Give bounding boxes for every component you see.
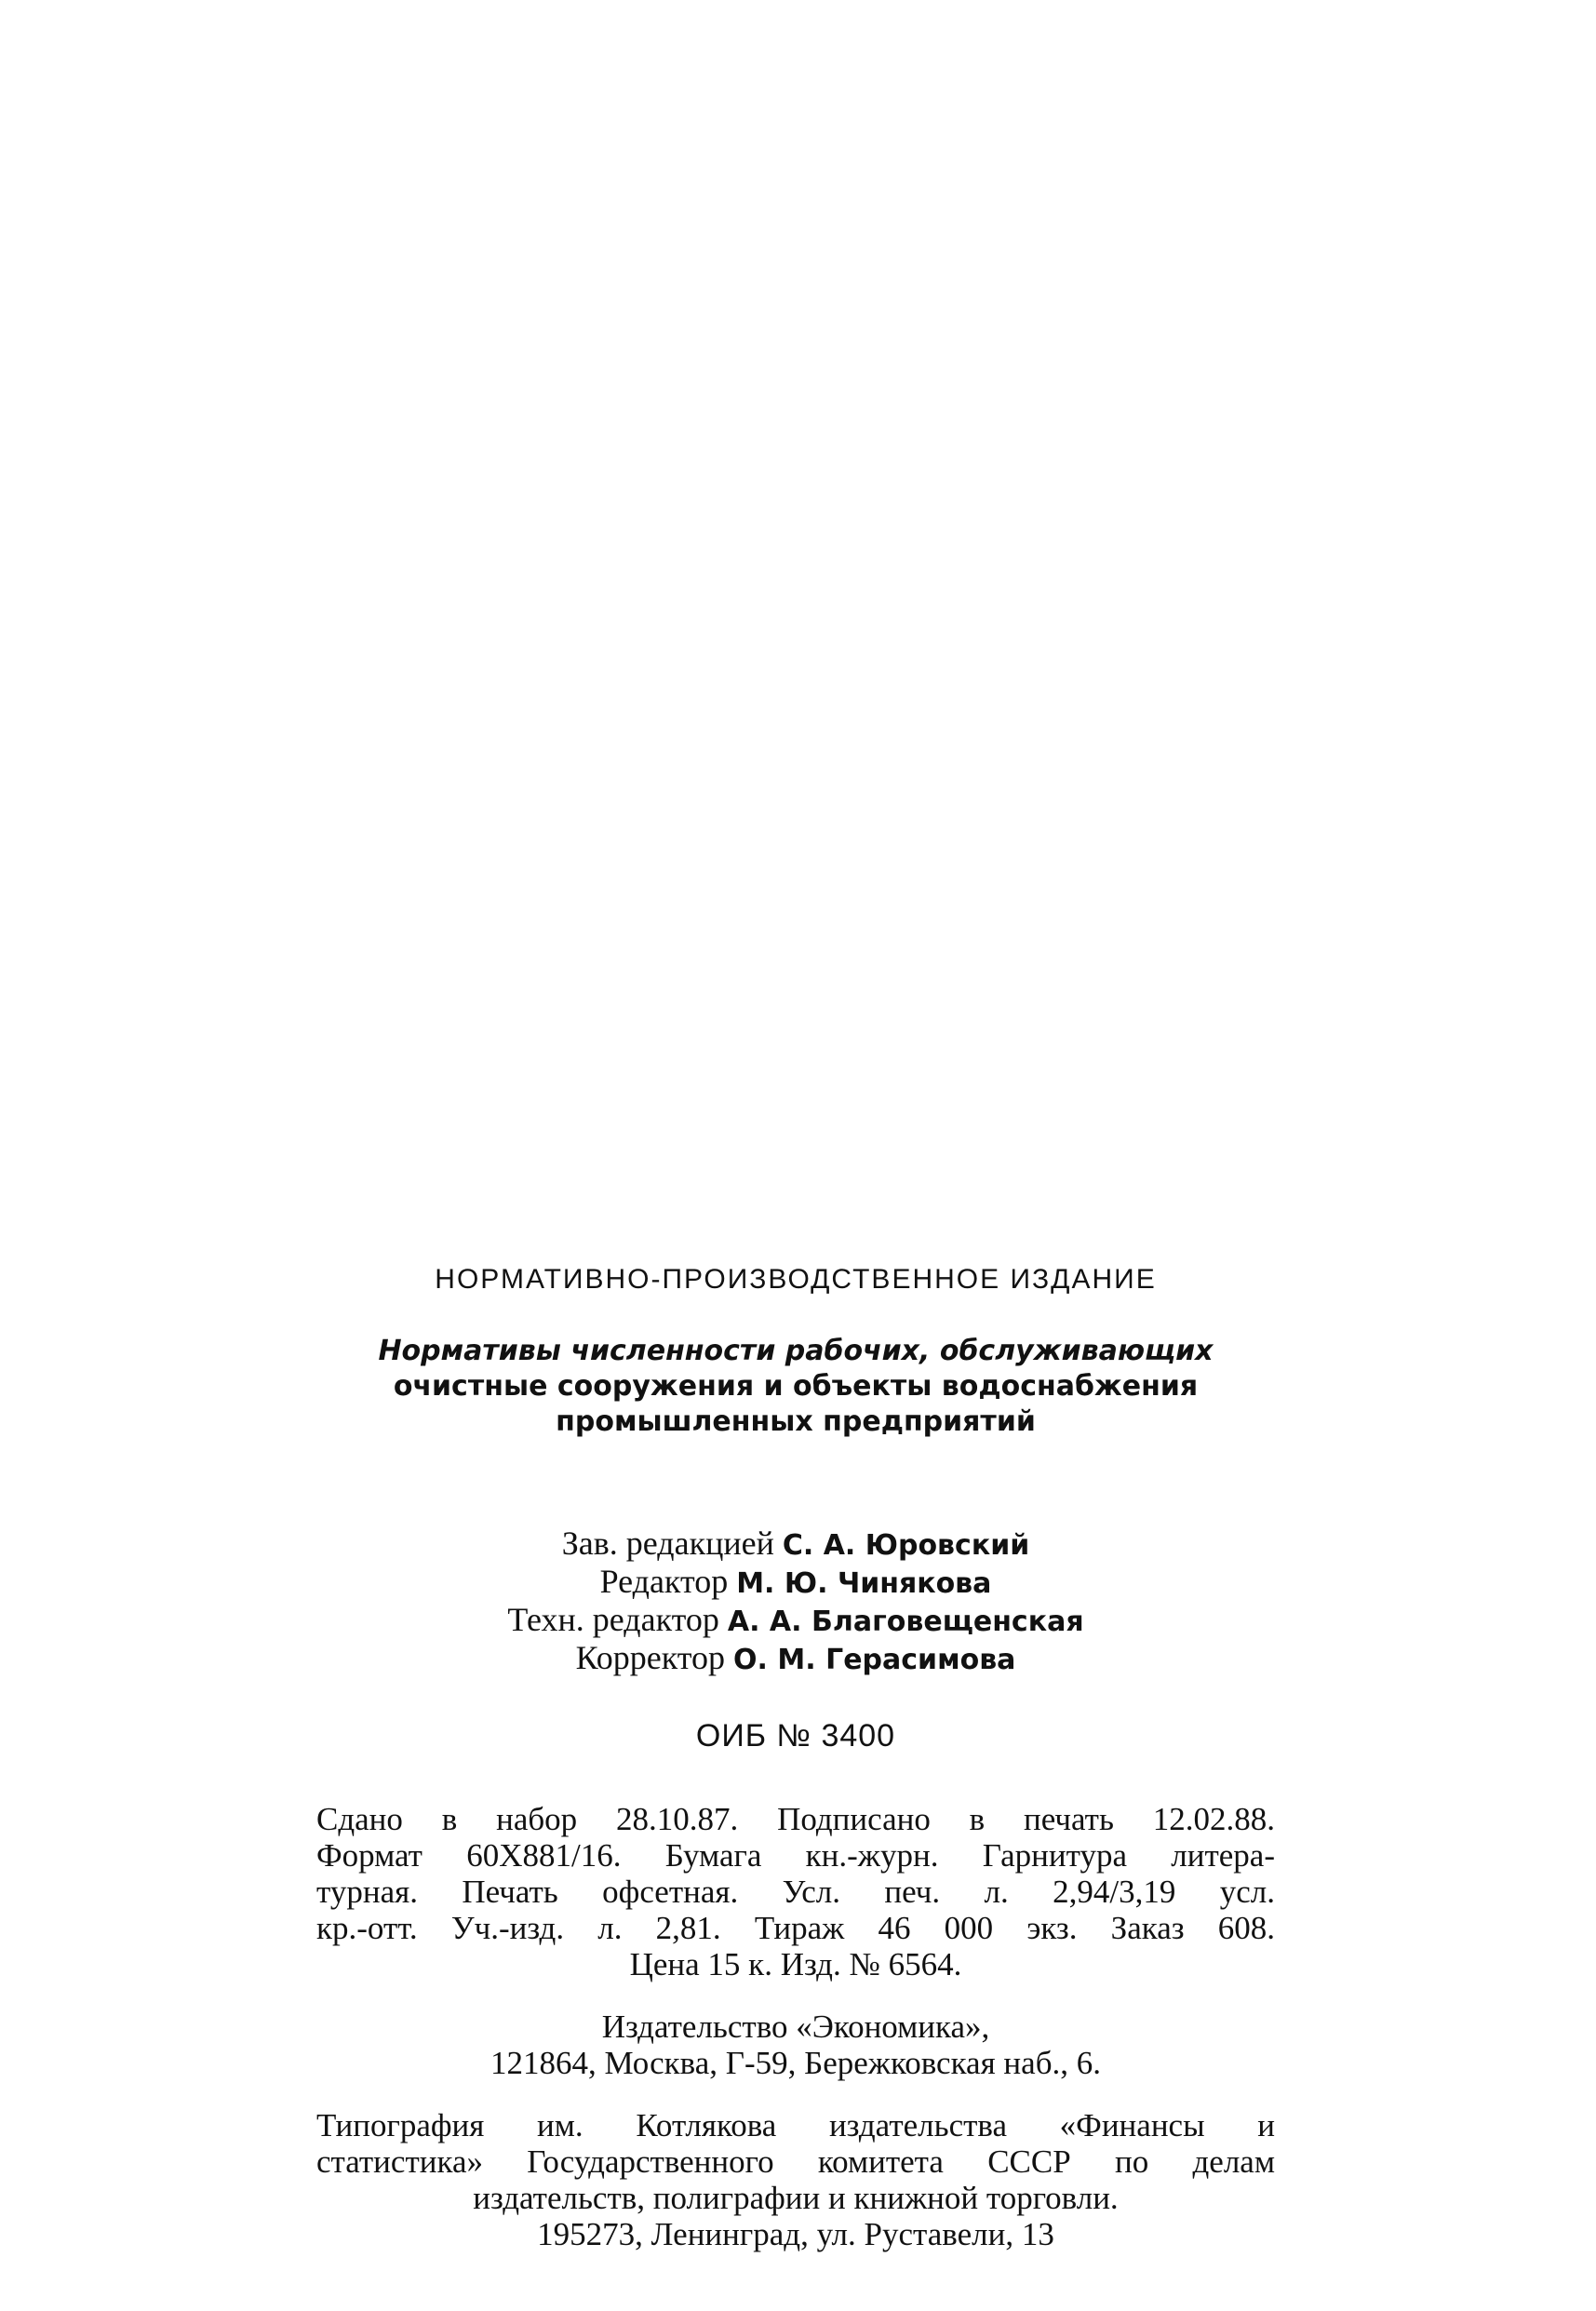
publisher-info <box>316 2009 1275 2081</box>
book-title <box>316 1334 1275 1440</box>
publisher-line: Издательство «Экономика», <box>601 2009 990 2045</box>
staff-line-tech-editor <box>316 1602 1275 1640</box>
printing-house-line: издательств, полиграфии и книжной торговли. <box>473 2180 1119 2216</box>
editorial-staff <box>316 1525 1275 1678</box>
printing-house-line: статистика» Государственного комитета СССР по делам <box>316 2143 1275 2180</box>
publisher-line: 121864, Москва, Г-59, Бережковская наб., 6. <box>490 2045 1101 2081</box>
book-title-line: Нормативы численности рабочих, обслуживающих <box>378 1335 1214 1367</box>
print-details-line: турная. Печать офсетная. Усл. печ. л. 2,94/3,19 усл. <box>316 1874 1275 1910</box>
staff-name: М. Ю. Чинякова <box>736 1567 992 1600</box>
staff-role: Техн. редактор <box>507 1601 719 1638</box>
staff-name: С. А. Юровский <box>782 1529 1030 1562</box>
staff-role: Корректор <box>575 1639 726 1676</box>
staff-line-proofreader <box>316 1640 1275 1678</box>
staff-role: Зав. редакцией <box>561 1525 774 1562</box>
staff-line-editor <box>316 1564 1275 1602</box>
staff-name: О. М. Герасимова <box>733 1644 1016 1676</box>
staff-name: А. А. Благовещенская <box>727 1606 1084 1638</box>
printing-house-line: Типография им. Котлякова издательства «Финансы и <box>316 2107 1275 2143</box>
oib-number: ОИБ № 3400 <box>695 1718 896 1753</box>
printing-house-line: 195273, Ленинград, ул. Руставели, 13 <box>537 2216 1054 2252</box>
print-details <box>316 1801 1275 1982</box>
book-title-line: промышленных предприятий <box>556 1405 1036 1438</box>
print-details-line: Цена 15 к. Изд. № 6564. <box>629 1946 962 1982</box>
edition-type-heading: НОРМАТИВНО-ПРОИЗВОДСТВЕННОЕ ИЗДАНИЕ <box>435 1264 1157 1295</box>
print-details-line: кр.-отт. Уч.-изд. л. 2,81. Тираж 46 000 экз. Заказ 608. <box>316 1910 1275 1946</box>
print-details-line: Сдано в набор 28.10.87. Подписано в печать 12.02.88. <box>316 1801 1275 1837</box>
printing-house-info <box>316 2107 1275 2252</box>
book-title-line: очистные сооружения и объекты водоснабжения <box>393 1370 1199 1403</box>
staff-role: Редактор <box>599 1563 729 1600</box>
colophon <box>316 1261 1275 2252</box>
print-details-line: Формат 60Х881/16. Бумага кн.-журн. Гарнитура литера- <box>316 1837 1275 1874</box>
staff-line-head-editor <box>316 1525 1275 1564</box>
